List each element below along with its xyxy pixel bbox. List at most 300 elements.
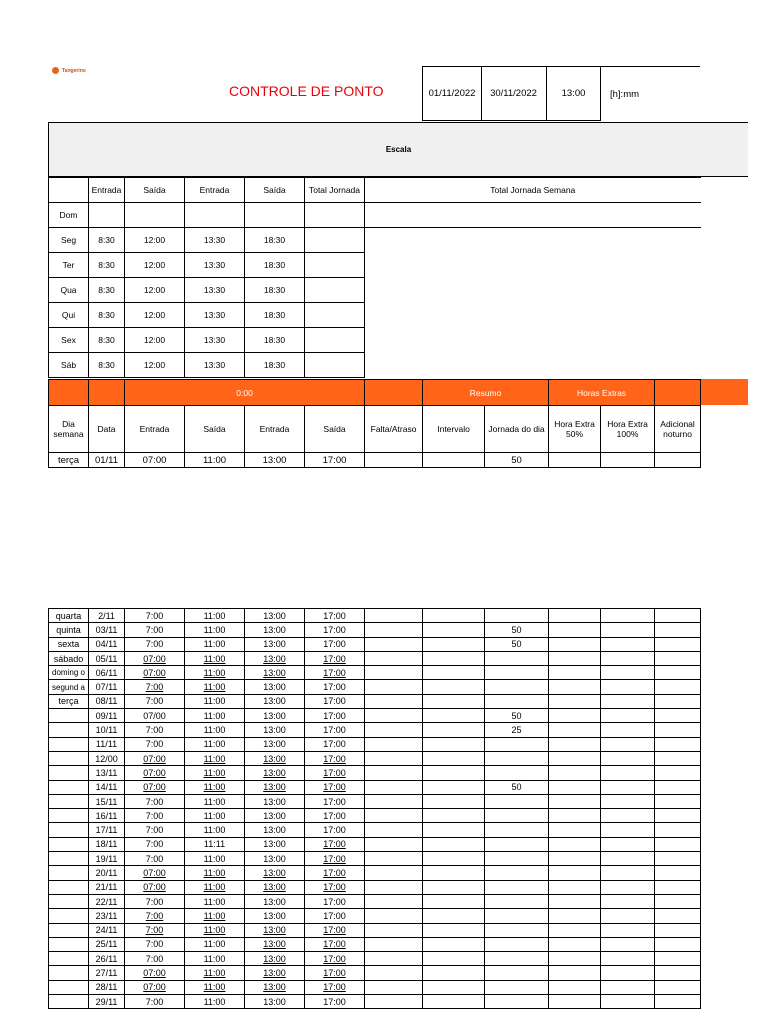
row-he100[interactable] [601,780,655,794]
row-entrada-2[interactable] [245,766,305,780]
row-he100[interactable] [601,837,655,851]
row-entrada-1[interactable] [125,666,185,680]
row-he50[interactable] [549,651,601,665]
row-he50[interactable] [549,453,601,468]
row-intervalo[interactable] [423,623,485,637]
row-falta[interactable] [365,937,423,951]
row-falta[interactable] [365,651,423,665]
row-saida-2[interactable] [305,751,365,765]
row-entrada-1[interactable] [125,866,185,880]
schedule-cell[interactable]: 13:30 [185,228,245,253]
row-he50[interactable] [549,880,601,894]
row-jornada[interactable] [485,637,549,651]
row-he50[interactable] [549,837,601,851]
row-saida-2[interactable] [305,966,365,980]
row-saida-1[interactable] [185,666,245,680]
schedule-total-cell[interactable] [305,278,365,303]
row-intervalo[interactable] [423,780,485,794]
row-he50[interactable] [549,637,601,651]
row-he50[interactable] [549,723,601,737]
row-falta[interactable] [365,780,423,794]
row-saida-1[interactable] [185,837,245,851]
row-saida-1[interactable] [185,995,245,1009]
row-intervalo[interactable] [423,609,485,623]
row-intervalo[interactable] [423,637,485,651]
row-entrada-2[interactable] [245,809,305,823]
row-saida-2[interactable] [305,637,365,651]
row-entrada-1[interactable] [125,780,185,794]
schedule-total-cell[interactable] [305,303,365,328]
row-he50[interactable] [549,623,601,637]
row-he100[interactable] [601,923,655,937]
row-he100[interactable] [601,966,655,980]
row-falta[interactable] [365,609,423,623]
row-entrada-1[interactable] [125,694,185,708]
row-saida-1[interactable] [185,651,245,665]
row-saida-1[interactable] [185,680,245,694]
row-noturno[interactable] [655,880,701,894]
schedule-total-cell[interactable] [305,253,365,278]
row-he100[interactable] [601,637,655,651]
row-jornada[interactable] [485,666,549,680]
row-saida-1[interactable] [185,794,245,808]
schedule-cell[interactable]: 13:30 [185,353,245,378]
row-entrada-2[interactable] [245,694,305,708]
row-saida-1[interactable] [185,937,245,951]
row-saida-2[interactable] [305,651,365,665]
row-saida-2[interactable] [305,937,365,951]
row-saida-2[interactable] [305,866,365,880]
row-falta[interactable] [365,680,423,694]
row-noturno[interactable] [655,453,701,468]
row-jornada[interactable] [485,894,549,908]
schedule-cell[interactable]: 12:00 [125,328,185,353]
row-entrada-1[interactable] [125,966,185,980]
row-entrada-2[interactable] [245,837,305,851]
row-intervalo[interactable] [423,680,485,694]
row-he100[interactable] [601,609,655,623]
row-he50[interactable] [549,966,601,980]
row-he100[interactable] [601,880,655,894]
row-he50[interactable] [549,680,601,694]
row-intervalo[interactable] [423,837,485,851]
row-falta[interactable] [365,909,423,923]
row-noturno[interactable] [655,909,701,923]
row-entrada-2[interactable] [245,609,305,623]
row-entrada-1[interactable] [125,651,185,665]
row-saida-1[interactable] [185,623,245,637]
row-noturno[interactable] [655,666,701,680]
row-jornada[interactable] [485,723,549,737]
row-noturno[interactable] [655,837,701,851]
row-entrada-2[interactable] [245,952,305,966]
row-saida-2[interactable] [305,794,365,808]
row-intervalo[interactable] [423,966,485,980]
row-entrada-1[interactable] [125,937,185,951]
row-falta[interactable] [365,809,423,823]
row-saida-2[interactable] [305,623,365,637]
row-noturno[interactable] [655,809,701,823]
row-noturno[interactable] [655,694,701,708]
row-jornada[interactable] [485,780,549,794]
row-saida-2[interactable] [305,894,365,908]
row-jornada[interactable] [485,852,549,866]
row-entrada-1[interactable] [125,909,185,923]
row-saida-2[interactable] [305,780,365,794]
row-entrada-1[interactable] [125,637,185,651]
row-falta[interactable] [365,837,423,851]
row-entrada-1[interactable] [125,609,185,623]
row-he100[interactable] [601,809,655,823]
row-he100[interactable] [601,980,655,994]
row-jornada[interactable] [485,866,549,880]
row-he50[interactable] [549,823,601,837]
schedule-total-cell[interactable] [305,228,365,253]
row-he50[interactable] [549,694,601,708]
row-noturno[interactable] [655,751,701,765]
row-falta[interactable] [365,852,423,866]
schedule-cell[interactable]: 12:00 [125,353,185,378]
row-entrada-1[interactable] [125,837,185,851]
row-intervalo[interactable] [423,723,485,737]
row-falta[interactable] [365,966,423,980]
row-he50[interactable] [549,609,601,623]
row-entrada-2[interactable] [245,737,305,751]
row-saida-2[interactable] [305,880,365,894]
row-saida-2[interactable] [305,909,365,923]
row-intervalo[interactable] [423,952,485,966]
row-he50[interactable] [549,780,601,794]
row-falta[interactable] [365,737,423,751]
row-he50[interactable] [549,737,601,751]
row-saida-2[interactable] [305,952,365,966]
row-noturno[interactable] [655,780,701,794]
row-jornada[interactable] [485,923,549,937]
row-falta[interactable] [365,723,423,737]
row-saida-2[interactable] [305,737,365,751]
row-entrada-1[interactable] [125,894,185,908]
row-entrada-2[interactable] [245,709,305,723]
row-jornada[interactable] [485,837,549,851]
row-saida-2[interactable] [305,809,365,823]
row-intervalo[interactable] [423,823,485,837]
row-saida-1[interactable] [185,866,245,880]
row-jornada[interactable] [485,966,549,980]
row-he50[interactable] [549,751,601,765]
row-he100[interactable] [601,694,655,708]
row-entrada-2[interactable] [245,680,305,694]
row-he100[interactable] [601,995,655,1009]
row-noturno[interactable] [655,737,701,751]
row-falta[interactable] [365,952,423,966]
schedule-cell[interactable]: 12:00 [125,228,185,253]
row-jornada[interactable] [485,766,549,780]
row-saida-2[interactable] [305,680,365,694]
row-noturno[interactable] [655,766,701,780]
row-entrada-2[interactable] [245,637,305,651]
row-entrada-1[interactable] [125,737,185,751]
row-falta[interactable] [365,637,423,651]
row-entrada-2[interactable] [245,852,305,866]
schedule-cell[interactable]: 18:30 [245,303,305,328]
row-he50[interactable] [549,894,601,908]
row-saida-1[interactable] [185,751,245,765]
row-intervalo[interactable] [423,923,485,937]
row-entrada-1[interactable] [125,880,185,894]
row-he100[interactable] [601,623,655,637]
row-saida-2[interactable] [305,923,365,937]
row-he50[interactable] [549,809,601,823]
schedule-cell[interactable]: 13:30 [185,253,245,278]
row-he100[interactable] [601,723,655,737]
row-entrada-2[interactable] [245,666,305,680]
row-intervalo[interactable] [423,866,485,880]
row-jornada[interactable] [485,880,549,894]
row-intervalo[interactable] [423,666,485,680]
row-entrada-1[interactable] [125,823,185,837]
row-saida-2[interactable] [305,823,365,837]
row-saida-2[interactable] [305,609,365,623]
row-jornada[interactable]: 50 [485,453,549,468]
row-falta[interactable] [365,980,423,994]
row-saida-1[interactable] [185,823,245,837]
row-he50[interactable] [549,866,601,880]
row-intervalo[interactable] [423,937,485,951]
schedule-cell[interactable]: 8:30 [89,328,125,353]
row-saida-2[interactable] [305,980,365,994]
row-he100[interactable] [601,894,655,908]
row-jornada[interactable] [485,937,549,951]
row-entrada-2[interactable] [245,880,305,894]
schedule-cell[interactable]: 8:30 [89,278,125,303]
row-saida-1[interactable] [185,923,245,937]
row-saida-2[interactable] [305,837,365,851]
schedule-total-cell[interactable] [305,353,365,378]
row-entrada-2[interactable] [245,894,305,908]
row-saida-2[interactable] [305,666,365,680]
row-noturno[interactable] [655,852,701,866]
row-noturno[interactable] [655,651,701,665]
row-falta[interactable] [365,995,423,1009]
schedule-cell[interactable] [185,203,245,228]
schedule-cell[interactable]: 13:30 [185,303,245,328]
row-entrada-1[interactable] [125,852,185,866]
row-entrada-1[interactable] [125,680,185,694]
period-start-cell[interactable] [422,66,482,121]
schedule-cell[interactable]: 12:00 [125,253,185,278]
schedule-cell[interactable]: 8:30 [89,253,125,278]
row-saida-1[interactable]: 11:00 [185,453,245,468]
period-end-cell[interactable] [481,66,547,121]
row-entrada-1[interactable] [125,766,185,780]
row-intervalo[interactable] [423,709,485,723]
row-saida-1[interactable] [185,966,245,980]
row-entrada-1[interactable] [125,709,185,723]
row-he100[interactable] [601,852,655,866]
row-jornada[interactable] [485,737,549,751]
row-saida-1[interactable] [185,780,245,794]
row-jornada[interactable] [485,952,549,966]
row-entrada-1[interactable] [125,980,185,994]
schedule-cell[interactable]: 8:30 [89,303,125,328]
row-he100[interactable] [601,866,655,880]
row-saida-1[interactable] [185,723,245,737]
row-entrada-1[interactable] [125,794,185,808]
row-intervalo[interactable] [423,794,485,808]
row-entrada-2[interactable] [245,909,305,923]
row-intervalo[interactable] [423,737,485,751]
period-hours-cell[interactable] [547,66,601,121]
schedule-cell[interactable]: 18:30 [245,228,305,253]
row-entrada-1[interactable] [125,723,185,737]
row-he50[interactable] [549,794,601,808]
row-entrada-2[interactable] [245,751,305,765]
row-saida-1[interactable] [185,894,245,908]
row-he50[interactable] [549,852,601,866]
row-entrada-1[interactable] [125,995,185,1009]
row-intervalo[interactable] [423,880,485,894]
row-saida-1[interactable] [185,852,245,866]
schedule-week-total-cell[interactable] [365,203,701,228]
row-intervalo[interactable] [423,809,485,823]
row-entrada-2[interactable] [245,651,305,665]
row-falta[interactable] [365,866,423,880]
row-entrada-2[interactable] [245,780,305,794]
row-intervalo[interactable] [423,751,485,765]
row-he50[interactable] [549,909,601,923]
row-saida-2[interactable] [305,723,365,737]
row-he50[interactable] [549,666,601,680]
row-he100[interactable] [601,909,655,923]
row-intervalo[interactable] [423,980,485,994]
schedule-cell[interactable] [125,203,185,228]
row-saida-1[interactable] [185,709,245,723]
schedule-cell[interactable]: 8:30 [89,353,125,378]
row-jornada[interactable] [485,823,549,837]
row-he50[interactable] [549,709,601,723]
row-entrada-2[interactable] [245,937,305,951]
row-entrada-1[interactable] [125,809,185,823]
row-jornada[interactable] [485,694,549,708]
row-intervalo[interactable] [423,694,485,708]
row-he50[interactable] [549,923,601,937]
row-jornada[interactable] [485,709,549,723]
row-entrada-2[interactable] [245,794,305,808]
schedule-cell[interactable] [89,203,125,228]
row-he100[interactable] [601,952,655,966]
schedule-total-cell[interactable] [305,203,365,228]
row-jornada[interactable] [485,794,549,808]
row-noturno[interactable] [655,952,701,966]
row-intervalo[interactable] [423,894,485,908]
schedule-cell[interactable] [245,203,305,228]
row-saida-1[interactable] [185,980,245,994]
row-entrada-1[interactable] [125,751,185,765]
row-entrada-1[interactable]: 07:00 [125,453,185,468]
row-entrada-1[interactable] [125,623,185,637]
row-jornada[interactable] [485,623,549,637]
row-entrada-2[interactable]: 13:00 [245,453,305,468]
row-falta[interactable] [365,709,423,723]
schedule-cell[interactable]: 18:30 [245,253,305,278]
row-jornada[interactable] [485,909,549,923]
row-noturno[interactable] [655,609,701,623]
row-saida-2[interactable] [305,995,365,1009]
row-intervalo[interactable] [423,995,485,1009]
row-intervalo[interactable] [423,852,485,866]
row-noturno[interactable] [655,937,701,951]
row-saida-1[interactable] [185,694,245,708]
row-he100[interactable] [601,453,655,468]
row-entrada-2[interactable] [245,623,305,637]
row-falta[interactable] [365,923,423,937]
row-saida-1[interactable] [185,609,245,623]
row-jornada[interactable] [485,809,549,823]
row-saida-1[interactable] [185,952,245,966]
row-jornada[interactable] [485,651,549,665]
row-falta[interactable] [365,766,423,780]
row-entrada-2[interactable] [245,723,305,737]
row-noturno[interactable] [655,723,701,737]
row-he100[interactable] [601,751,655,765]
row-falta[interactable] [365,823,423,837]
row-intervalo[interactable] [423,766,485,780]
row-he100[interactable] [601,794,655,808]
row-entrada-2[interactable] [245,966,305,980]
row-he100[interactable] [601,737,655,751]
row-falta[interactable] [365,894,423,908]
row-noturno[interactable] [655,637,701,651]
row-he100[interactable] [601,937,655,951]
schedule-cell[interactable]: 18:30 [245,353,305,378]
row-jornada[interactable] [485,680,549,694]
row-noturno[interactable] [655,866,701,880]
row-he100[interactable] [601,766,655,780]
schedule-cell[interactable]: 13:30 [185,278,245,303]
row-saida-1[interactable] [185,766,245,780]
row-jornada[interactable] [485,751,549,765]
row-he50[interactable] [549,952,601,966]
schedule-cell[interactable]: 13:30 [185,328,245,353]
row-falta[interactable] [365,794,423,808]
row-falta[interactable] [365,666,423,680]
schedule-cell[interactable]: 12:00 [125,278,185,303]
row-he50[interactable] [549,937,601,951]
row-entrada-1[interactable] [125,923,185,937]
row-saida-1[interactable] [185,909,245,923]
row-falta[interactable] [365,880,423,894]
row-entrada-2[interactable] [245,823,305,837]
row-jornada[interactable] [485,980,549,994]
row-noturno[interactable] [655,980,701,994]
row-entrada-2[interactable] [245,980,305,994]
schedule-cell[interactable]: 12:00 [125,303,185,328]
row-saida-2[interactable] [305,709,365,723]
row-he100[interactable] [601,666,655,680]
time-format-cell[interactable] [601,66,700,121]
row-he50[interactable] [549,995,601,1009]
row-noturno[interactable] [655,680,701,694]
row-falta[interactable] [365,623,423,637]
schedule-cell[interactable]: 18:30 [245,278,305,303]
row-entrada-1[interactable] [125,952,185,966]
schedule-cell[interactable]: 8:30 [89,228,125,253]
schedule-total-cell[interactable] [305,328,365,353]
row-saida-2[interactable] [305,694,365,708]
row-jornada[interactable] [485,995,549,1009]
row-jornada[interactable] [485,609,549,623]
row-saida-1[interactable] [185,880,245,894]
